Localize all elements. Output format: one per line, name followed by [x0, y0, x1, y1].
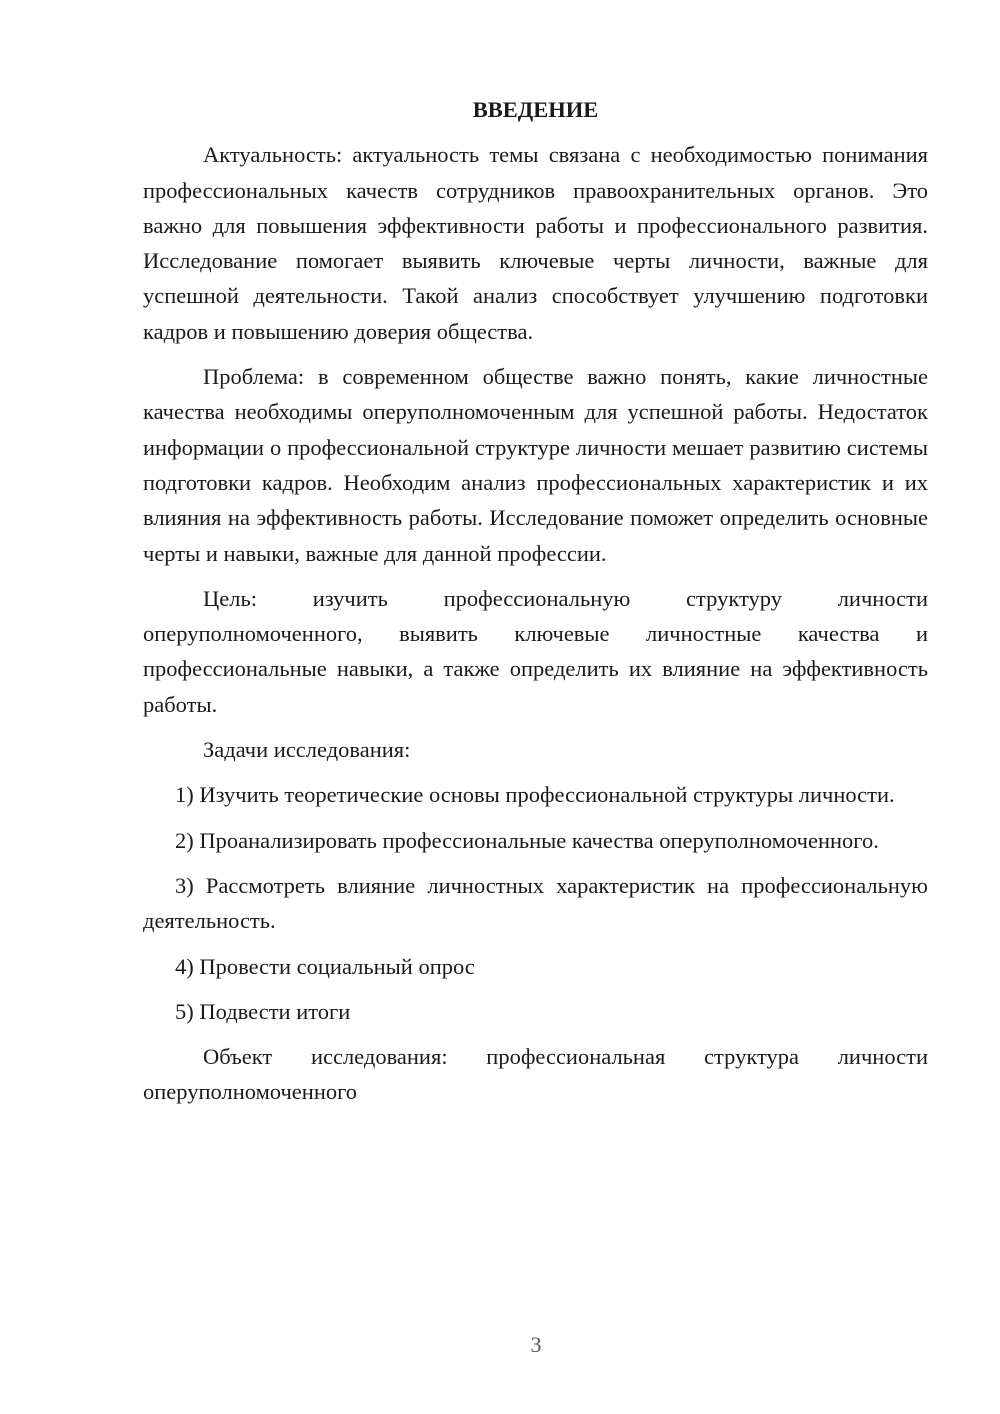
page-number-text: 3: [530, 1332, 542, 1357]
tasks-title: Задачи исследования:: [203, 737, 411, 763]
task-item-2: 2) Проанализировать профессиональные качества оперуполномоченного.: [175, 827, 879, 853]
page-content: [143, 92, 928, 1120]
section-heading: ВВЕДЕНИЕ: [472, 97, 599, 122]
object-paragraph: Объект исследования: профессиональная структура личности оперуполномоченного: [143, 1044, 928, 1105]
page-number: [0, 1332, 1000, 1358]
task-item-4: 4) Провести социальный опрос: [175, 953, 475, 979]
task-item-1: 1) Изучить теоретические основы профессиональной структуры личности.: [175, 782, 895, 808]
relevance-paragraph: Актуальность: актуальность темы связана с необходимостью понимания профессиональных качеств сотрудников правоохранительных органов. Это важно для повышения эффективности работы и профессионального развития. Исследование помогает выявить ключевые черты личности, важные для успешной деятельности. Такой анализ способствует улучшению подготовки кадров и повышению доверия общества.: [143, 142, 928, 344]
task-item-5: 5) Подвести итоги: [175, 998, 351, 1024]
goal-paragraph: Цель: изучить профессиональную структуру личности оперуполномоченного, выявить ключевые личностные качества и профессиональные навыки, а также определить их влияние на эффективность работы.: [143, 585, 928, 717]
task-item-3: 3) Рассмотреть влияние личностных характеристик на профессиональную деятельность.: [143, 872, 928, 934]
problem-paragraph: Проблема: в современном обществе важно понять, какие личностные качества необходимы оперуполномоченным для успешной работы. Недостаток информации о профессиональной структуре личности мешает развитию системы подготовки кадров. Необходим анализ профессиональных характеристик и их влияния на эффективность работы. Исследование поможет определить основные черты и навыки, важные для данной профессии.: [143, 364, 928, 566]
